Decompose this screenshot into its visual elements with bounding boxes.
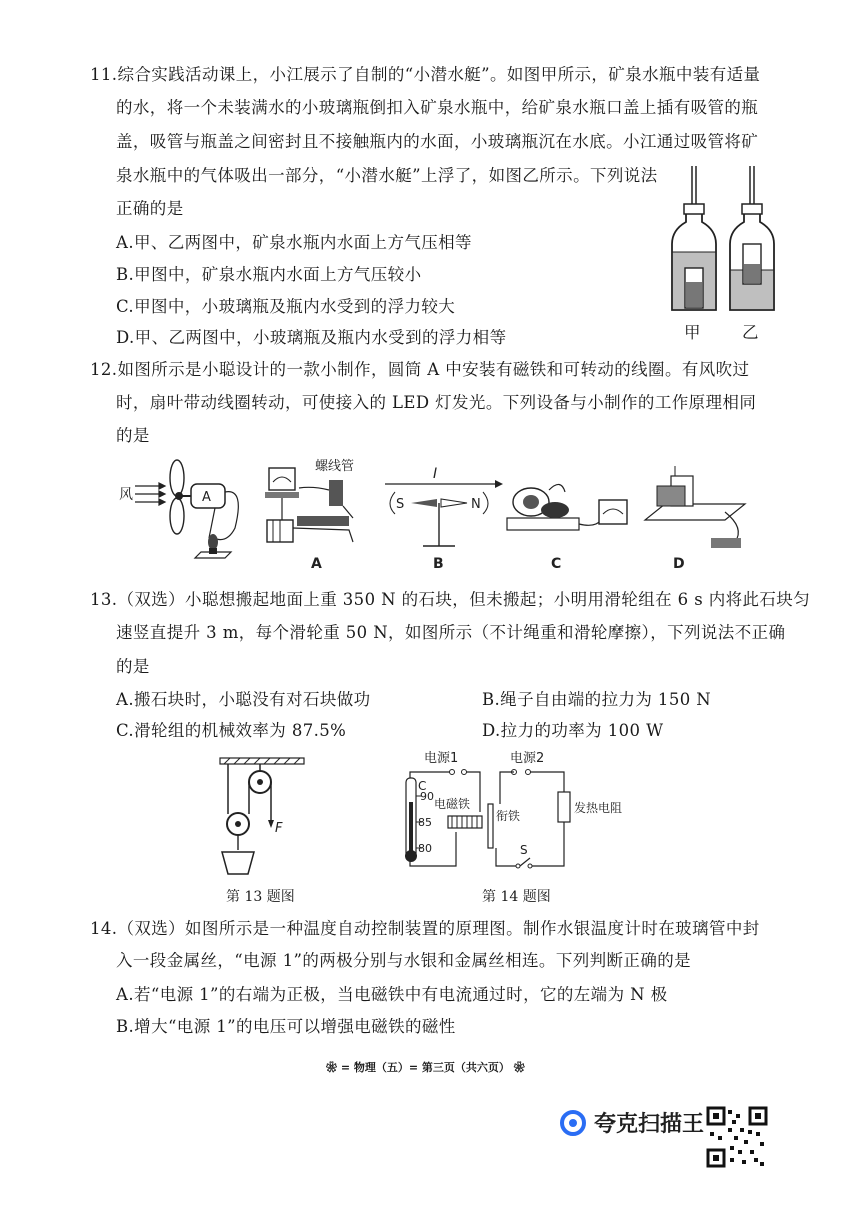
q11-option-c: C.甲图中，小玻璃瓶及瓶内水受到的浮力较大 bbox=[116, 297, 456, 316]
q14-tick-85: 85 bbox=[418, 816, 432, 829]
q11-line-1: 11.综合实践活动课上，小江展示了自制的“小潜水艇”。如图甲所示，矿泉水瓶中装有适量 bbox=[90, 65, 761, 84]
q14-caption: 第 14 题图 bbox=[482, 889, 551, 905]
q13-option-a: A.搬石块时，小聪没有对石块做功 bbox=[116, 690, 371, 709]
q11-line-4: 泉水瓶中的气体吸出一部分，“小潜水艇”上浮了，如图乙所示。下列说法 bbox=[116, 166, 658, 185]
q13-option-d: D.拉力的功率为 100 W bbox=[482, 721, 664, 740]
q12-figures bbox=[115, 458, 755, 578]
q14-power1-label: 电源1 bbox=[424, 751, 459, 766]
q14-power2-label: 电源2 bbox=[510, 751, 545, 766]
q14-option-a: A.若“电源 1”的右端为正极，当电磁铁中有电流通过时，它的左端为 N 极 bbox=[116, 985, 668, 1004]
q12-option-b-label: B bbox=[433, 556, 444, 572]
q12-line-3: 的是 bbox=[116, 426, 150, 445]
q12-wind-label: 风 bbox=[119, 487, 133, 503]
scanner-brand: 夸克扫描王 bbox=[594, 1112, 705, 1137]
q12-south-label: S bbox=[396, 497, 405, 512]
q12-option-c-label: C bbox=[551, 556, 562, 572]
q11-option-a: A.甲、乙两图中，矿泉水瓶内水面上方气压相等 bbox=[116, 233, 472, 252]
q12-line-1: 12.如图所示是小聪设计的一款小制作，圆筒 A 中安装有磁铁和可转动的线圈。有风吹过 bbox=[90, 360, 750, 379]
q13-pulley-figure bbox=[208, 754, 308, 884]
q12-option-a-label: A bbox=[311, 556, 322, 572]
q11-line-3: 盖，吸管与瓶盖之间密封且不接触瓶内的水面，小玻璃瓶沉在水底。小江通过吸管将矿 bbox=[116, 132, 759, 151]
page-footer: ❀ = 物理（五）= 第三页（共六页） ❀ bbox=[326, 1061, 525, 1074]
qr-code-icon bbox=[706, 1106, 768, 1168]
q12-cylinder-label: A bbox=[202, 490, 211, 505]
q13-force-label: F bbox=[275, 821, 283, 836]
q13-option-c: C.滑轮组的机械效率为 87.5% bbox=[116, 721, 347, 740]
q14-tick-90: 90 bbox=[420, 790, 434, 803]
q11-option-b: B.甲图中，矿泉水瓶内水面上方气压较小 bbox=[116, 265, 422, 284]
q12-north-label: N bbox=[471, 497, 481, 512]
q13-line-3: 的是 bbox=[116, 657, 150, 676]
q14-heater-label: 发热电阻 bbox=[574, 801, 623, 815]
q12-solenoid-label: 螺线管 bbox=[315, 459, 355, 474]
q11-figure-label-yi: 乙 bbox=[742, 323, 759, 342]
q14-electromagnet-label: 电磁铁 bbox=[434, 797, 471, 811]
q12-current-label: I bbox=[433, 466, 438, 482]
q13-line-2: 速竖直提升 3 m，每个滑轮重 50 N，如图所示（不计绳重和滑轮摩擦），下列说法不正确 bbox=[116, 623, 786, 642]
q11-line-2: 的水，将一个未装满水的小玻璃瓶倒扣入矿泉水瓶中，给矿泉水瓶口盖上插有吸管的瓶 bbox=[116, 98, 759, 117]
q11-bottle-figure bbox=[670, 160, 800, 340]
q11-line-5: 正确的是 bbox=[116, 199, 184, 218]
q14-line-1: 14.（双选）如图所示是一种温度自动控制装置的原理图。制作水银温度计时在玻璃管中封 bbox=[90, 919, 760, 938]
q14-armature-label: 衔铁 bbox=[496, 809, 521, 823]
q14-switch-label: S bbox=[520, 843, 528, 857]
q11-option-d: D.甲、乙两图中，小玻璃瓶及瓶内水受到的浮力相等 bbox=[116, 328, 507, 347]
q14-option-b: B.增大“电源 1”的电压可以增强电磁铁的磁性 bbox=[116, 1017, 456, 1036]
q13-line-1: 13.（双选）小聪想搬起地面上重 350 N 的石块，但未搬起；小明用滑轮组在 6 s 内将此石块匀 bbox=[90, 590, 811, 609]
scanner-watermark bbox=[560, 1107, 704, 1138]
scanner-logo-icon bbox=[560, 1110, 586, 1136]
q13-caption: 第 13 题图 bbox=[226, 889, 295, 905]
q13-option-b: B.绳子自由端的拉力为 150 N bbox=[482, 690, 712, 709]
q14-circuit-figure bbox=[392, 751, 623, 872]
q12-line-2: 时，扇叶带动线圈转动，可使接入的 LED 灯发光。下列设备与小制作的工作原理相同 bbox=[116, 393, 757, 412]
q14-line-2: 入一段金属丝，“电源 1”的两极分别与水银和金属丝相连。下列判断正确的是 bbox=[116, 951, 692, 970]
q14-tick-80: 80 bbox=[418, 842, 432, 855]
q11-figure-label-jia: 甲 bbox=[684, 323, 701, 342]
q12-option-d-label: D bbox=[673, 556, 685, 572]
q14-thermo-unit: C bbox=[418, 779, 427, 793]
